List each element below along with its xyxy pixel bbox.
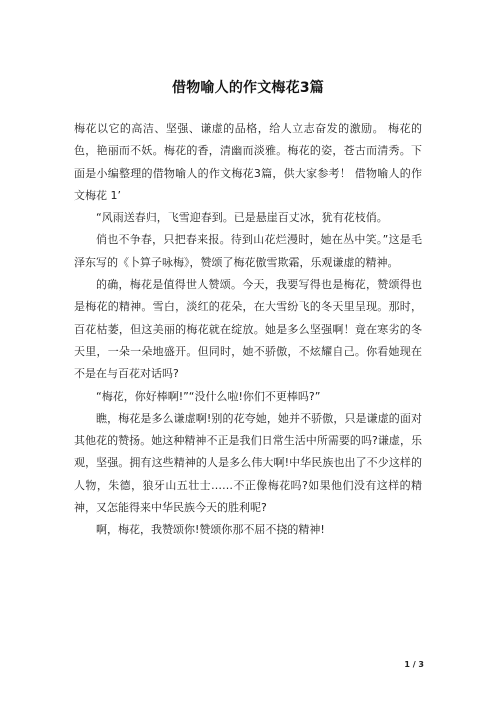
page-number: 1 / 3 bbox=[404, 660, 424, 669]
paragraph-closing: 啊，梅花，我赞颂你!赞颂你那不屈不挠的精神! bbox=[96, 523, 325, 537]
paragraph-intro: 梅花以它的高洁、坚强、谦虚的品格，给人立志奋发的激励。 梅花的色，艳丽而不妖。梅花的香，清幽而淡雅。梅花的姿，苍古而清秀。下面是小编整理的借物喻人的作文梅花3篇，供大家参考！ 借物喻人的作文梅花 1’ bbox=[74, 122, 422, 202]
document-body bbox=[74, 118, 422, 542]
paragraph-reflection: 瞧，梅花是多么谦虚啊!别的花夸她，她并不骄傲，只是谦虚的面对其他花的赞扬。她这种精神不正是我们日常生活中所需要的吗?谦虚，乐观，坚强。拥有这些精神的人是多么伟大啊!中华民族也出了不少这样的人物，朱德，狼牙山五壮士……不正像梅花吗?如果他们没有这样的精神，又怎能得来中华民族今天的胜利呢? bbox=[74, 411, 422, 515]
paragraph-dialogue: “梅花，你好棒啊!”“没什么啦!你们不更棒吗?” bbox=[96, 389, 321, 403]
paragraph-poem-line-2: 俏也不争春，只把春来报。待到山花烂漫时，她在丛中笑。”这是毛泽东写的《卜算子咏梅》，赞颂了梅花傲雪欺霜，乐观谦虚的精神。 bbox=[74, 233, 422, 269]
paragraph-poem-line-1: “风雨送春归，飞雪迎春到。已是悬崖百丈冰，犹有花枝俏。 bbox=[96, 211, 388, 225]
paragraph-praise: 的确，梅花是值得世人赞颂。今天，我要写得也是梅花，赞颂得也是梅花的精神。雪白，淡红的花朵，在大雪纷飞的冬天里呈现。那时，百花枯萎，但这美丽的梅花就在绽放。她是多么坚强啊！竟在寒劣的冬天里，一朵一朵地盛开。但同时，她不骄傲，不炫耀自己。你看她现在不是在与百花对话吗? bbox=[74, 278, 422, 381]
document-title: 借物喻人的作文梅花3篇 bbox=[172, 80, 324, 96]
